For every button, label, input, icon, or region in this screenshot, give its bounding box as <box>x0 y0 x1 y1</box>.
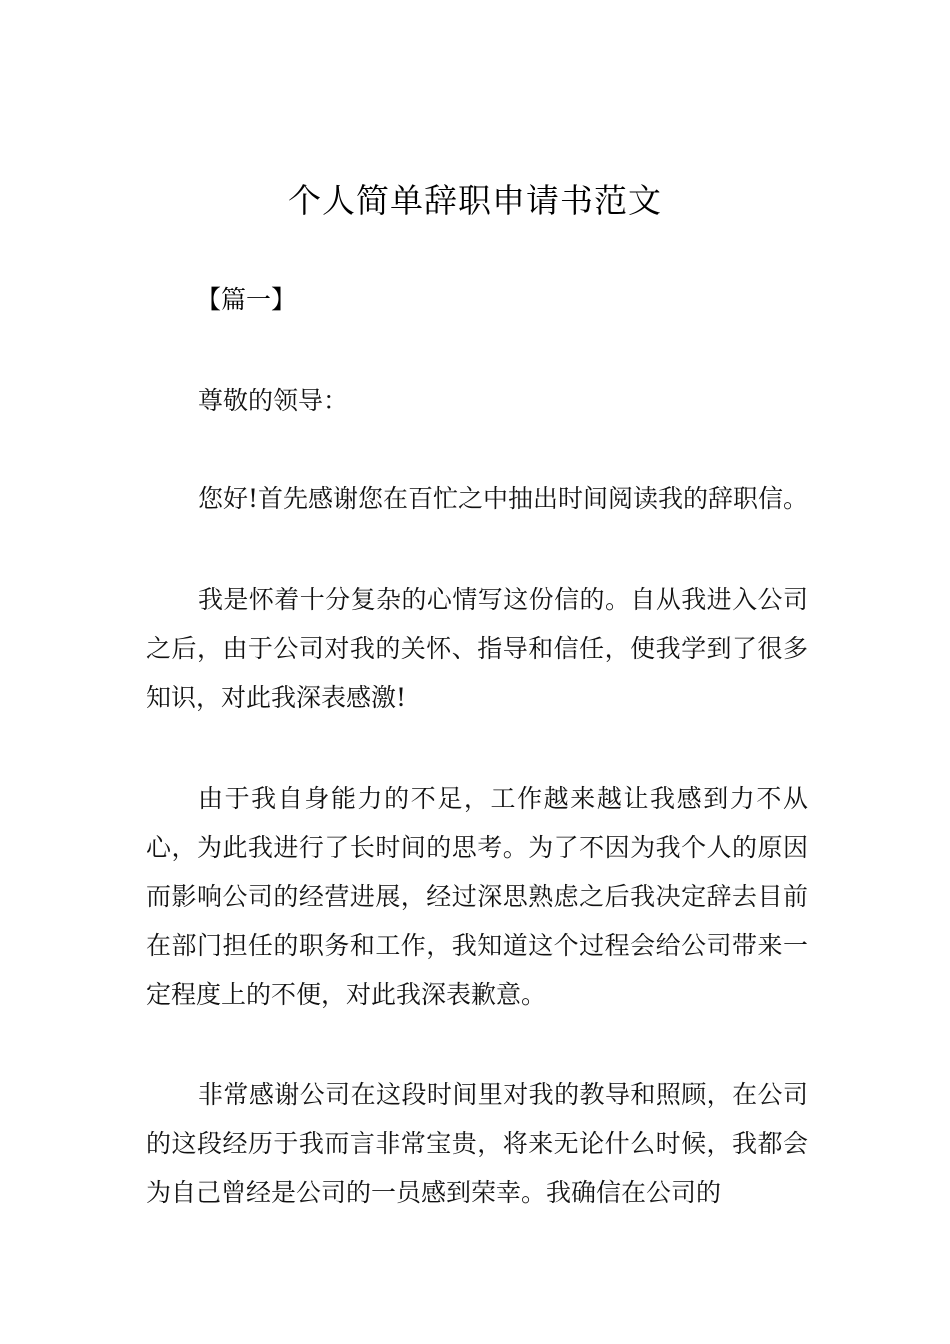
paragraph-greeting: 您好!首先感谢您在百忙之中抽出时间阅读我的辞职信。 <box>198 484 809 513</box>
paragraph-1: 我是怀着十分复杂的心情写这份信的。自从我进入公司之后，由于公司对我的关怀、指导和信任，使我学到了很多知识，对此我深表感激! <box>146 585 808 712</box>
section-label: 【篇一】 <box>196 285 297 314</box>
paragraph-2: 由于我自身能力的不足，工作越来越让我感到力不从心，为此我进行了长时间的思考。为了不因为我个人的原因而影响公司的经营进展，经过深思熟虑之后我决定辞去目前在部门担任的职务和工作，我知道这个过程会给公司带来一定程度上的不便，对此我深表歉意。 <box>146 784 808 1009</box>
salutation: 尊敬的领导： <box>198 386 349 415</box>
document-title: 个人简单辞职申请书范文 <box>288 181 662 220</box>
paragraph-3: 非常感谢公司在这段时间里对我的教导和照顾，在公司的这段经历于我而言非常宝贵，将来无论什么时候，我都会为自己曾经是公司的一员感到荣幸。我确信在公司的 <box>146 1080 808 1207</box>
